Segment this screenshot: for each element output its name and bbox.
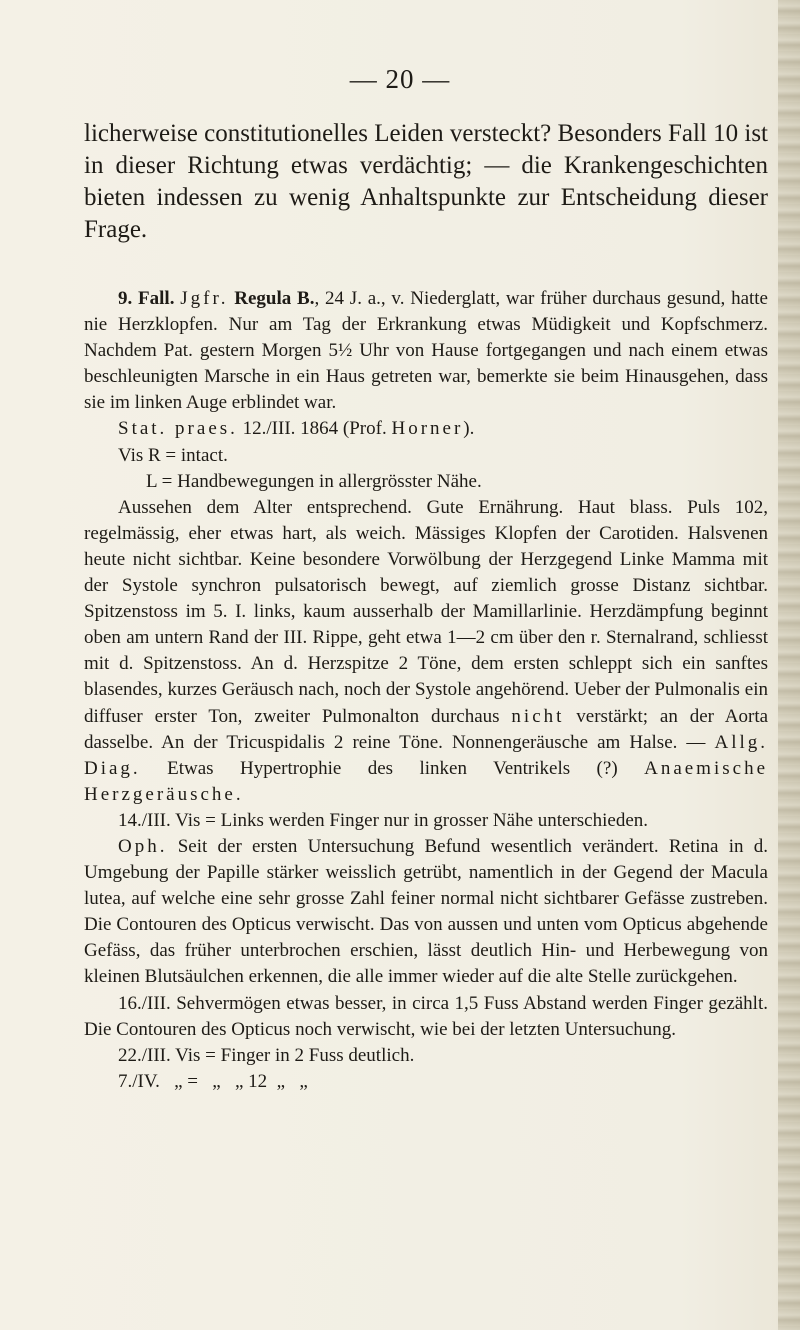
diagnosis-text: Etwas Hypertrophie des linken Ventrikels (?) bbox=[167, 757, 618, 779]
status-praesens-line bbox=[84, 416, 768, 442]
page-number: — 20 — bbox=[349, 64, 451, 94]
status-date: 12./III. 1864 (Prof. bbox=[242, 418, 387, 440]
patient-name: Regula B. bbox=[234, 288, 315, 309]
oph-text: Seit der ersten Untersuchung Befund wesentlich verändert. Retina in d. Umgebung der Papille stärker weisslich getrübt, namentlich in der Gegend der Macula lutea, auf welche eine sehr grosse Zahl feiner normal nicht sichtbarer Gefässe zustreben. Die Contouren des Opticus verwischt. Das von aussen und unten vom Opticus abgehende Gefäss, das früher unterbrochen erschien, lässt deutlich Hin- und Herbewegung von kleinen Blutsäulchen erkennen, die alle immer wieder auf die alte Stelle zurückgehen. bbox=[84, 835, 768, 988]
vis-right-line: Vis R = intact. bbox=[118, 444, 228, 466]
examination-text-cont: verstärkt; an der Aorta dasselbe. An der Tricuspidalis 2 reine Töne. Nonnengeräusche am Halse. — bbox=[84, 705, 769, 753]
case-heading: 9. Fall. bbox=[118, 288, 175, 309]
examination-text: Aussehen dem Alter entsprechend. Gute Ernährung. Haut blass. Puls 102, regelmässig, eher etwas hart, als weich. Mässiges Klopfen der Carotiden. Halsvenen heute nicht sichtbar. Keine besondere Vorwölbung der Herzgegend Linke Mamma mit der Systole synchron pulsatorisch bewegt, auf ziemlich grosse Distanz sichtbar. Spitzenstoss im 5. I. links, kaum ausserhalb der Mamillarlinie. Herzdämpfung beginnt oben am untern Rand der III. Rippe, geht etwa 1—2 cm über den r. Sternalrand, schliesst mit d. Spitzenstoss. An d. Herzspitze 2 Töne, dem ersten schleppt sich ein sanftes blasendes, kurzes Geräusch nach, noch der Systole angehörend. Ueber der Pulmonalis ein diffuser erster Ton, zweiter Pulmonalton durchaus bbox=[84, 496, 768, 727]
diagnosis-label: Allg. Diag. bbox=[84, 731, 768, 779]
case-report bbox=[84, 286, 768, 1095]
case-intro-paragraph bbox=[84, 286, 768, 416]
professor-name: Horner bbox=[391, 418, 464, 440]
case-intro-text: , 24 J. a., v. Niederglatt, war früher durchaus gesund, hatte nie Herzklopfen. Nur am Tag der Erkrankung etwas Müdigkeit und Kopfschmerz. Nachdem Pat. gestern Morgen 5½ Uhr von Hause fortgegangen und nach einem etwas beschleunigten Marsche in ein Haus getreten war, bemerkte sie beim Hinausgehen, dass sie im linken Auge erblindet war. bbox=[84, 288, 768, 414]
examination-paragraph bbox=[84, 495, 768, 808]
oph-label: Oph. bbox=[118, 835, 168, 857]
entry-14-march: 14./III. Vis = Links werden Finger nur in grosser Nähe unterschieden. bbox=[118, 809, 649, 831]
status-label: Stat. praes. bbox=[118, 418, 238, 440]
entry-22-march: 22./III. Vis = Finger in 2 Fuss deutlich. bbox=[118, 1044, 415, 1066]
status-close: ). bbox=[463, 418, 475, 440]
entry-7-april: 7./IV. „ = „ „ 12 „ „ bbox=[118, 1070, 308, 1092]
vis-left-line: L = Handbewegungen in allergrösster Nähe. bbox=[146, 470, 482, 492]
not-emphasis: nicht bbox=[511, 705, 565, 727]
ophthalmoscopy-paragraph bbox=[84, 834, 768, 991]
entry-16-march: 16./III. Sehvermögen etwas besser, in circa 1,5 Fuss Abstand werden Finger gezählt. Die Contouren des Opticus noch verwischt, wie bei der letzten Untersuchung. bbox=[84, 992, 768, 1040]
diagnosis-emphasis: Anaemische Herzgeräusche. bbox=[84, 757, 768, 805]
lead-paragraph: licherweise constitutionelles Leiden versteckt? Besonders Fall 10 ist in dieser Richtung etwas verdächtig; — die Krankengeschichten bieten indessen zu wenig Anhaltspunkte zur Entscheidung dieser Frage. bbox=[84, 120, 768, 243]
patient-prefix: Jgfr. bbox=[180, 288, 229, 309]
page-binding-edge bbox=[778, 0, 800, 1330]
